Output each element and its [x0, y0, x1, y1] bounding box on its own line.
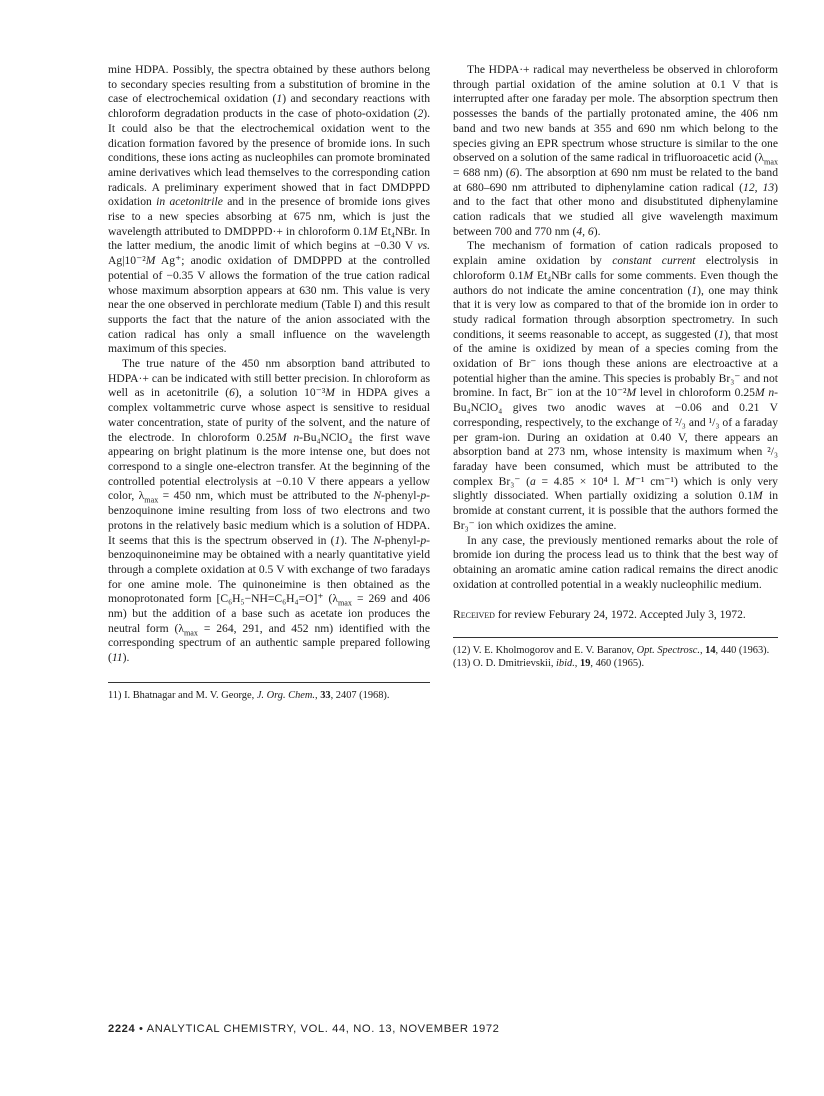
paragraph: The mechanism of formation of cation radicals proposed to explain amine oxidation by constant current electrolysis in chloroform 0.1M Et₄NBr calls for some comments. Even though the authors do not indicate the amine concentration (1), one may think that it is very low as compared to that of the bromide ion in order to study radical formation through absorption spectrometry. In such conditions, it seems reasonable to accept, as suggested (1), that most of the amine is oxidized by mean of a species coming from the oxidation of Br⁻ ions though these anions are electroactive at a potential higher than the amine. This species is probably Br₃⁻ and not bromine. In fact, Br⁻ ion at the 10⁻²M level in chloroform 0.25M n-Bu₄NClO₄ gives two anodic waves at −0.06 and 0.21 V corresponding, respectively, to the exchange of ²/₃ and ¹/₃ of a faraday per gram-ion. During an oxidation at 0.40 V, there appears an absorption band at 273 nm, whose intensity is maximum when ²/₃ faraday have been consumed, which must be attributed to the complex Br₃⁻ (a = 4.85 × 10⁴ l. M⁻¹ cm⁻¹) which is only very slightly dissociated. When partially oxidizing a solution 0.1M in bromide at constant current, it is possible that the authors formed the Br₃⁻ ion which oxidizes the amine. — [453, 239, 779, 532]
references — [453, 644, 778, 670]
reference-item: (13) O. D. Dmitrievskii, ibid., 19, 460 (1965). — [453, 658, 645, 670]
journal-citation: ANALYTICAL CHEMISTRY, VOL. 44, NO. 13, NOVEMBER 1972 — [146, 1023, 500, 1035]
paragraph: The true nature of the 450 nm absorption band attributed to HDPA·+ can be indicated with still better precision. In chloroform as well as in acetonitrile (6), a solution 10⁻³M in HDPA gives a complex voltammetric curve whose aspect is sensitive to residual water concentration, state of purity of the solvent, and the nature of the electrode. In chloroform 0.25M n-Bu₄NClO₄ the first wave appearing on bright platinum is the more intense one, but does not correspond to a single one-electron transfer. At the beginning of the controlled potential electrolysis at −0.10 V there appears a yellow color, $\lambda_{max} = 450$ nm, which must be attributed to the N-phenyl-p-benzoquinone imine resulting from loss of two electrons and two protons in the relatively basic medium which is a solution of HDPA. It seems that this is the spectrum observed in (1). The N-phenyl-p-benzoquinoneimine may be obtained with a nearly quantitative yield through a complete oxidation at 0.5 V with exchange of two faradays for one amine mole. The quinoneimine is then obtained as the monoprotonated form [C₆H₅−NH=C₆H₄=O]⁺ ($\lambda_{max} = 269$ and 406 nm) but the addition of a base such as acetate ion produces the neutral form ($\lambda_{max} = 264$, 291, and 452 nm) identified with the corresponding spectrum of an authentic sample prepared following (11). — [108, 357, 431, 665]
page-footer — [108, 1023, 788, 1035]
footer-bullet: • — [139, 1023, 144, 1035]
paragraph: In any case, the previously mentioned remarks about the role of bromide ion during the process lead us to think that the best way of obtaining an aromatic amine cation radical remains the direct anodic oxidation at controlled potential in a weakly nucleophilic medium. — [453, 533, 778, 591]
reference-item: 11) I. Bhatnagar and M. V. George, J. Org. Chem., 33, 2407 (1968). — [108, 689, 390, 701]
footnote-rule — [108, 682, 430, 683]
paragraph: mine HDPA. Possibly, the spectra obtained by these authors belong to secondary species resulting from a substitution of bromine in the case of electrochemical oxidation (1) and secondary reactions with chloroform degradation products in the case of photo-oxidation (2). It could also be that the electrochemical oxidation went to the dication formation favored by the presence of bromide ions. In such conditions, these ions acting as nucleophiles can promote brominated amine derivatives which lead themselves to the corresponding cation radicals. A preliminary experiment showed that in fact DMDPPD oxidation in acetonitrile and in the presence of bromide ions gives rise to a new species absorbing at 675 nm, which is just the wavelength attributed to DMDPPD·+ in chloroform 0.1M Et₄NBr. In the latter medium, the anodic limit of which begins at −0.30 V vs. Ag|10⁻²M Ag⁺; anodic oxidation of DMDPPD at the controlled potential of −0.35 V allows the formation of the true cation radical whose maximum absorption appears at 630 nm. This value is very near the one observed in perchlorate medium (Table I) and this result supports the fact that the nature of the anion associated with the cation radical has only a small influence on the wavelength maximum of this species. — [108, 63, 430, 356]
references — [108, 689, 430, 702]
reference-item: (12) V. E. Kholmogorov and E. V. Baranov, Opt. Spectrosc., 14, 440 (1963). — [453, 645, 770, 657]
left-column — [108, 63, 430, 702]
received-note: Received for review Feburary 24, 1972. Accepted July 3, 1972. — [453, 608, 746, 622]
footnote-rule — [453, 637, 778, 638]
page-number: 2224 — [108, 1023, 136, 1035]
right-column — [453, 63, 778, 670]
paragraph: The HDPA·+ radical may nevertheless be observed in chloroform through partial oxidation of the amine solution at 0.1 V that is interrupted after one faraday per mole. The absorption spectrum then possesses the bands of the partially protonated amine, the 406 nm band and two new bands at 355 and 690 nm which belong to the species giving an EPR spectrum whose structure is similar to the one observed on a solution of the same radical in trifluoroacetic acid ($\lambda_{max} = 688$ nm) (6). The absorption at 690 nm must be related to the band at 680–690 nm attributed to diphenylamine cation radical (12, 13) and to the fact that other mono and disubstituted diphenylamine cation radicals that we studied all give wavelength maximum between 700 and 770 nm (4, 6). — [453, 63, 778, 238]
